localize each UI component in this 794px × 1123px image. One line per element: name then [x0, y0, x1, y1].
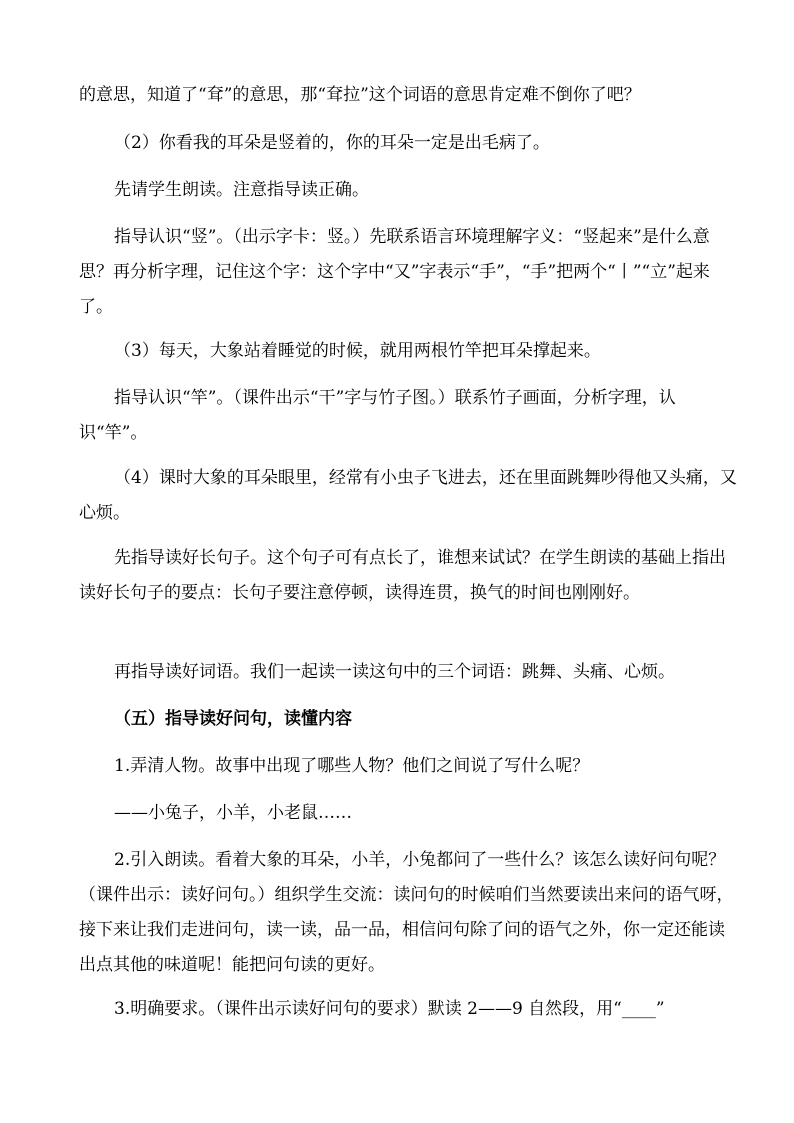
- paragraph-10: 1.弄清人物。故事中出现了哪些人物？他们之间说了写什么呢？: [114, 756, 590, 776]
- paragraph-13: 3.明确要求。（课件出示读好问句的要求）默读 2——9 自然段，用“____”: [114, 999, 665, 1019]
- paragraph-8: 先指导读好长句子。这个句子可有点长了，谁想来试试？在学生朗读的基础上指出读好长句子的要点：长句子要注意停顿，读得连贯，换气的时间也刚刚好。: [79, 548, 726, 603]
- paragraph-12: 2.引入朗读。看着大象的耳朵，小羊，小兔都问了一些什么？该怎么读好问句呢？（课件出示：读好问句。）组织学生交流：读问句的时候咱们当然要读出来问的语气呀，接下来让我们走进问句，读一读，品一品，相信问句除了问的语气之外，你一定还能读出点其他的味道呢！能把问句读的更好。: [79, 850, 734, 975]
- paragraph-2: （2）你看我的耳朵是竖着的，你的耳朵一定是出毛病了。: [114, 133, 550, 153]
- paragraph-5: （3）每天，大象站着睡觉的时候，就用两根竹竿把耳朵撑起来。: [114, 341, 601, 361]
- paragraph-11: ——小兔子，小羊，小老鼠……: [114, 803, 352, 823]
- paragraph-3: 先请学生朗读。注意指导读正确。: [114, 180, 369, 200]
- paragraph-6: 指导认识“竿”。（课件出示“干”字与竹子图。）联系竹子画面，分析字理，认识“竿”。: [79, 388, 676, 443]
- paragraph-7: （4）课时大象的耳朵眼里，经常有小虫子飞进去，还在里面跳舞吵得他又头痛，又心烦。: [79, 468, 737, 523]
- paragraph-4: 指导认识“竖”。（出示字卡：竖。）先联系语言环境理解字义：“竖起来”是什么意思？再分析字理，记住这个字：这个字中“又”字表示“手”，“手”把两个“丨”“立”起来了。: [79, 227, 710, 317]
- paragraph-9: 再指导读好词语。我们一起读一读这句中的三个词语：跳舞、头痛、心烦。: [114, 662, 675, 682]
- section-heading: （五）指导读好问句，读懂内容: [114, 709, 352, 729]
- paragraph-1: 的意思，知道了“耷”的意思，那“耷拉”这个词语的意思肯定难不倒你了吧？: [79, 85, 641, 105]
